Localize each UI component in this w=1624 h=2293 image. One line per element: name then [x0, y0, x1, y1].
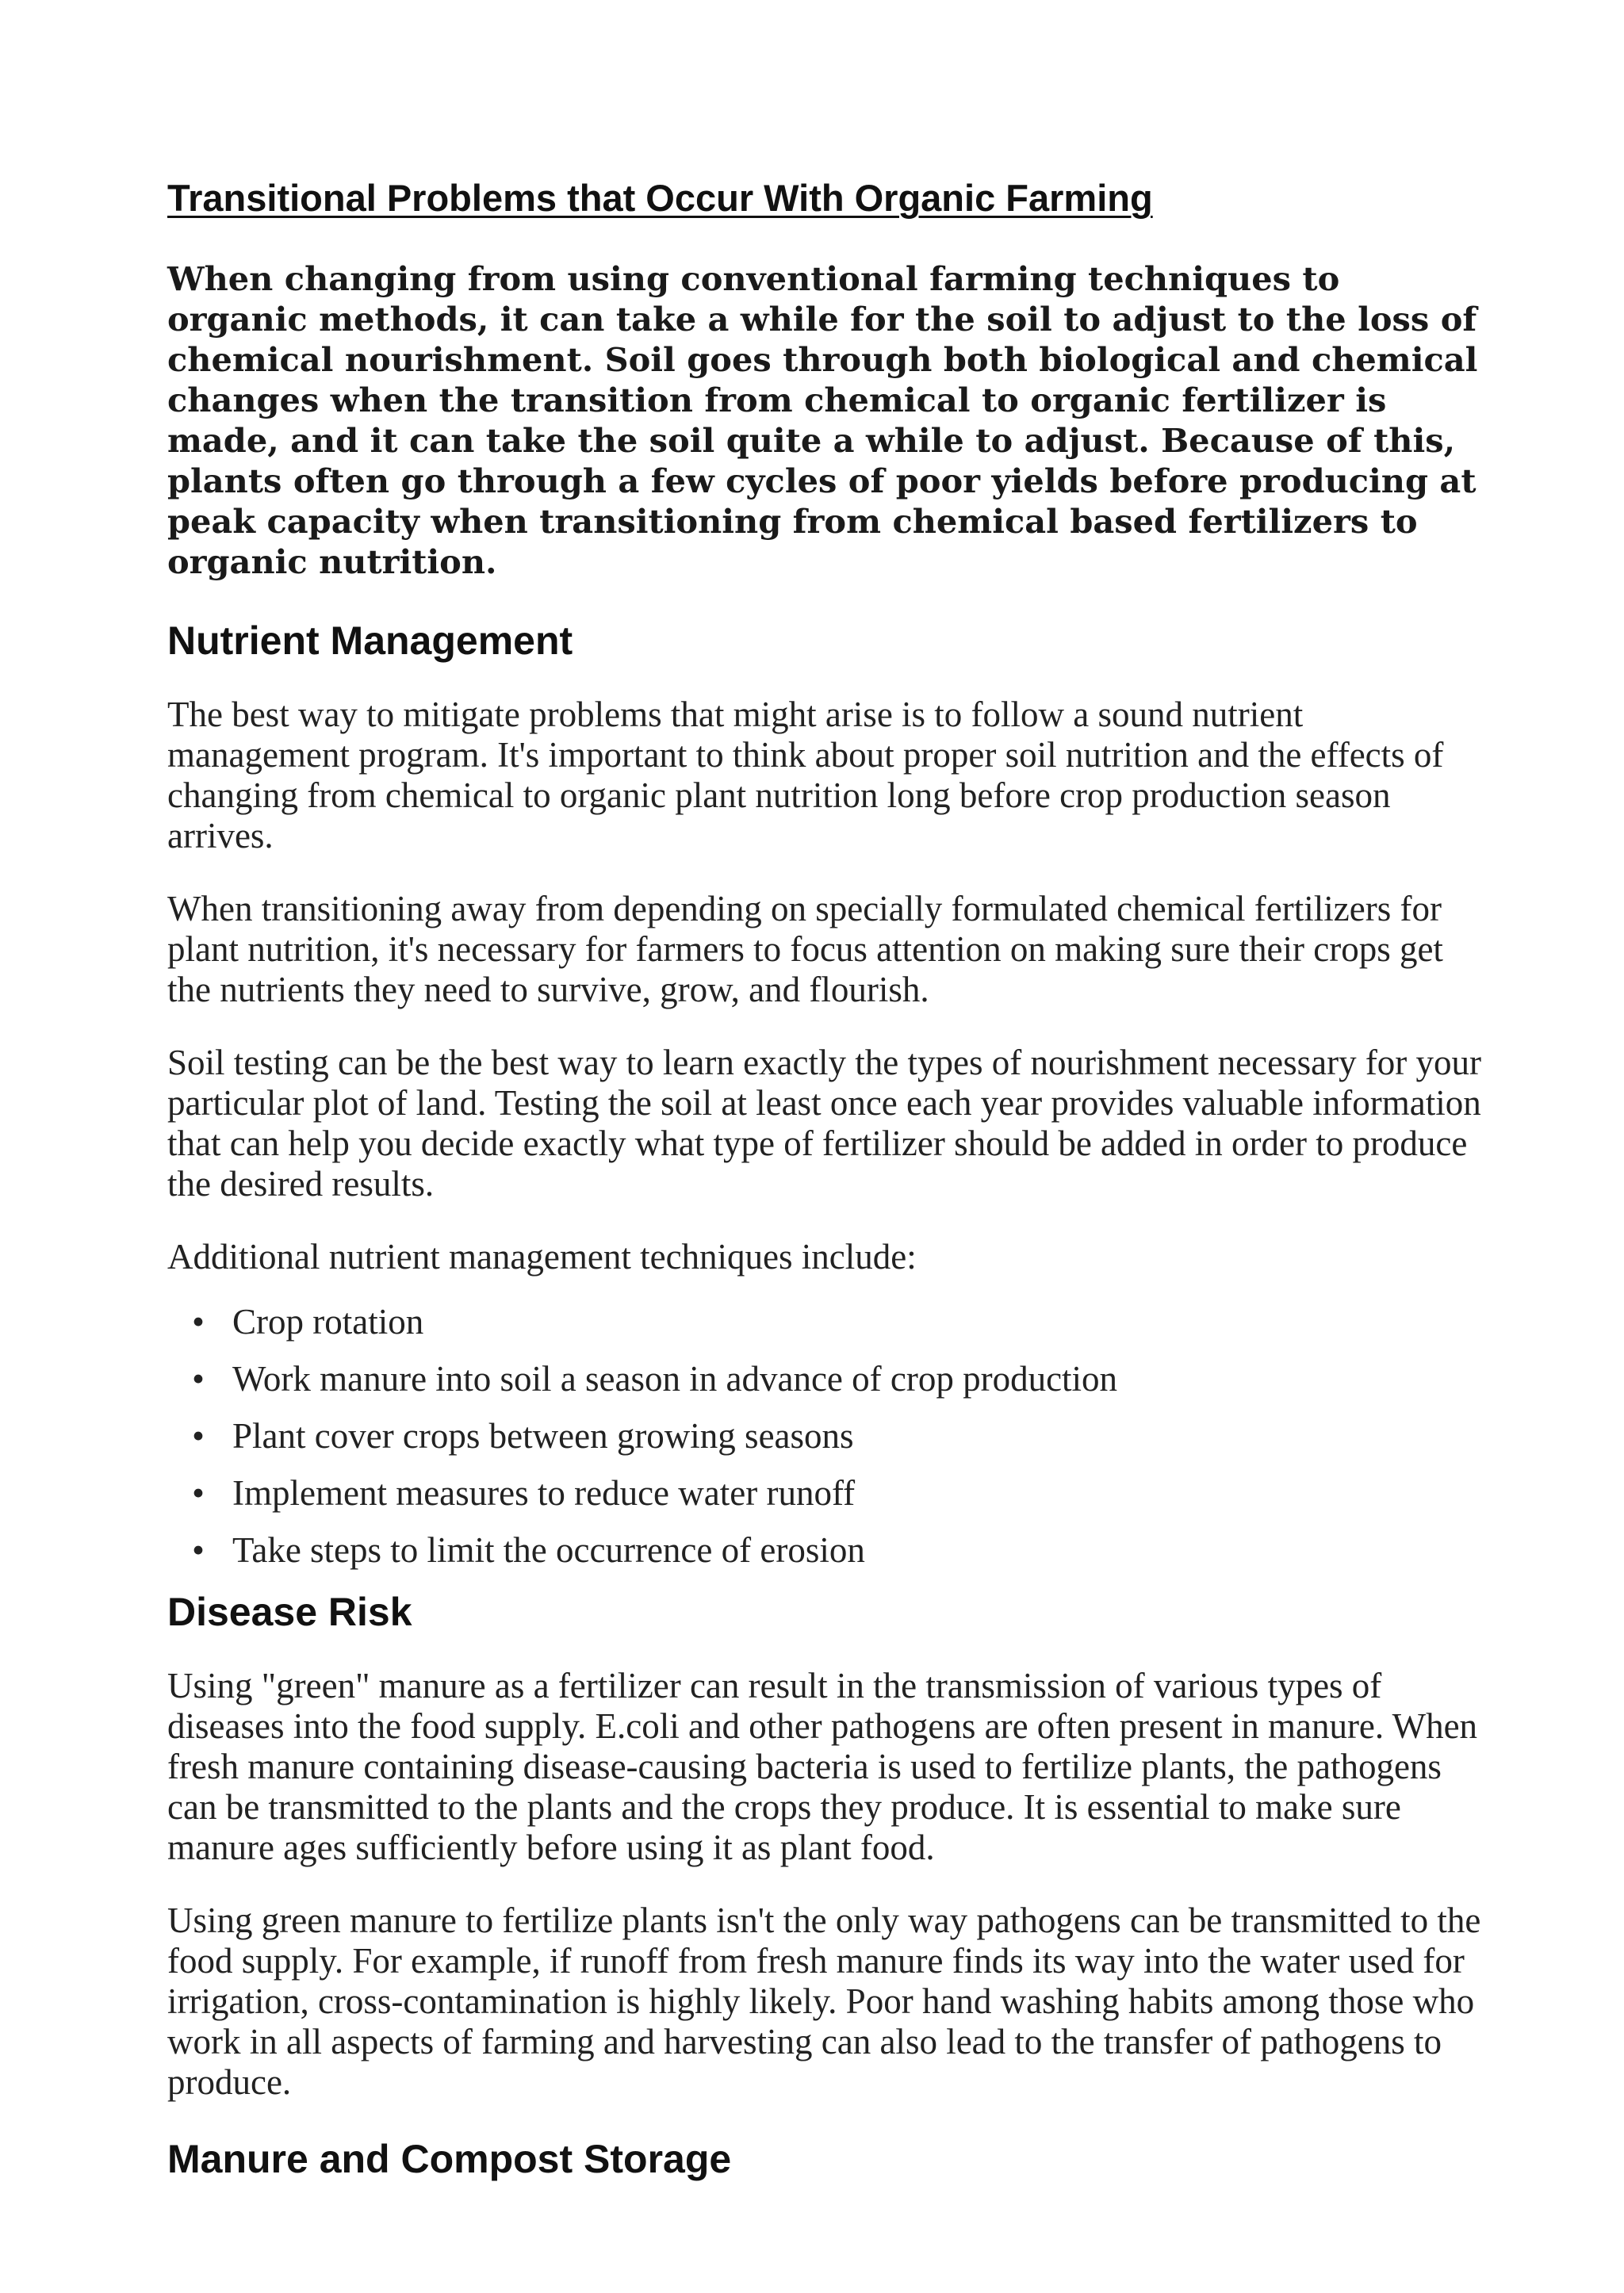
section-heading-manure-compost-storage: Manure and Compost Storage — [167, 2137, 732, 2181]
bullet-icon: • — [192, 1416, 205, 1456]
nutrient-techniques-list — [167, 1302, 1484, 1571]
list-item-text: Plant cover crops between growing seasons — [232, 1416, 854, 1456]
bullet-icon: • — [192, 1359, 205, 1399]
disease-paragraph-2: Using green manure to fertilize plants isn't the only way pathogens can be transmitted to the food supply. For example, if runoff from fresh manure finds its way into the water used for irrigation, cross-contamination is highly likely. Poor hand washing habits among those who work in all aspects of farming and harvesting can also lead to the transfer of pathogens to produce. — [167, 1901, 1481, 2102]
document-title: Transitional Problems that Occur With Organic Farming — [167, 177, 1153, 219]
list-item — [167, 1359, 1484, 1399]
list-item — [167, 1302, 1484, 1342]
list-item-text: Implement measures to reduce water runoff — [232, 1473, 856, 1513]
nutrient-paragraph-3: Soil testing can be the best way to learn exactly the types of nourishment necessary for your particular plot of land. Testing the soil at least once each year provides valuable information that can help you decide exactly what type of fertilizer should be added in order to produce the desired results. — [167, 1043, 1482, 1204]
list-item-text: Crop rotation — [232, 1302, 424, 1342]
bullet-icon: • — [192, 1302, 205, 1342]
disease-paragraph-1: Using "green" manure as a fertilizer can result in the transmission of various types of diseases into the food supply. E.coli and other pathogens are often present in manure. When fresh manure containing disease-causing bacteria is used to fertilize plants, the pathogens can be transmitted to the plants and the crops they produce. It is essential to make sure manure ages sufficiently before using it as plant food. — [167, 1666, 1478, 1867]
list-item-text: Take steps to limit the occurrence of erosion — [232, 1530, 865, 1570]
list-item — [167, 1416, 1484, 1457]
nutrient-paragraph-1: The best way to mitigate problems that might arise is to follow a sound nutrient management program. It's important to think about proper soil nutrition and the effects of changing from chemical to organic plant nutrition long before crop production season arrives. — [167, 695, 1444, 856]
bullet-icon: • — [192, 1473, 205, 1513]
intro-paragraph: When changing from using conventional farming techniques to organic methods, it can take a while for the soil to adjust to the loss of chemical nourishment. Soil goes through both biological and chemical changes when the transition from chemical to organic fertilizer is made, and it can take the soil quite a while to adjust. Because of this, plants often go through a few cycles of poor yields before producing at peak capacity when transitioning from chemical based fertilizers to organic nutrition. — [167, 259, 1478, 581]
nutrient-paragraph-4: Additional nutrient management techniques include: — [167, 1237, 917, 1277]
document-page — [167, 176, 1484, 2213]
bullet-icon: • — [192, 1530, 205, 1570]
section-heading-disease-risk: Disease Risk — [167, 1590, 412, 1634]
list-item-text: Work manure into soil a season in advance of crop production — [232, 1359, 1118, 1399]
list-item — [167, 1473, 1484, 1514]
nutrient-paragraph-2: When transitioning away from depending on specially formulated chemical fertilizers for plant nutrition, it's necessary for farmers to focus attention on making sure their crops get the nutrients they need to survive, grow, and flourish. — [167, 889, 1443, 1009]
list-item — [167, 1530, 1484, 1571]
section-heading-nutrient-management: Nutrient Management — [167, 618, 573, 663]
